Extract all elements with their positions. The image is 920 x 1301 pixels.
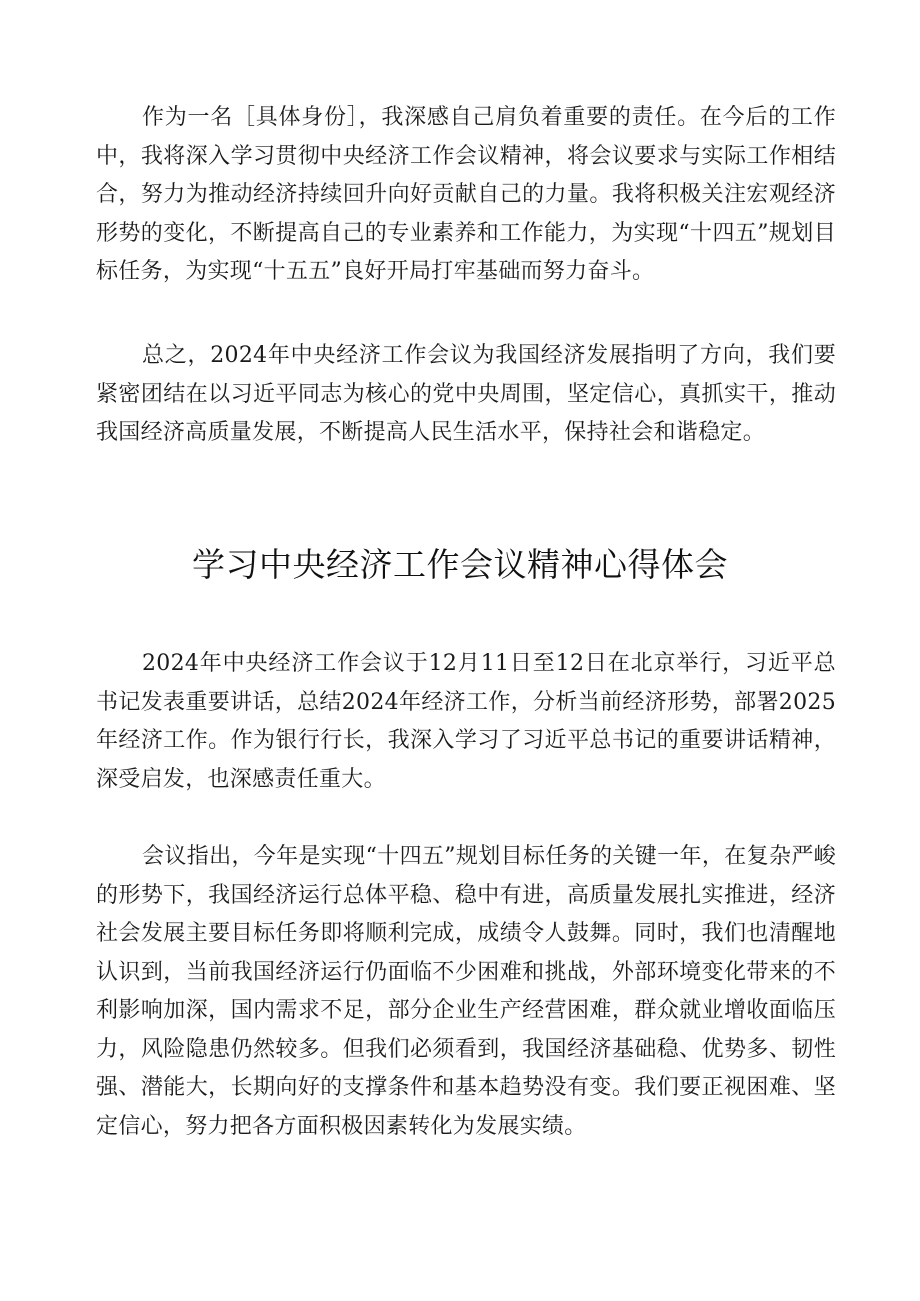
paragraph-responsibility: 作为一名［具体身份］，我深感自己肩负着重要的责任。在今后的工作中，我将深入学习贯彻中央经济工作会议精神，将会议要求与实际工作相结合，努力为推动经济持续回升向好贡献自己的力量。我将积极关注宏观经济形势的变化，不断提高自己的专业素养和工作能力，为实现“十四五”规划目标任务，为实现“十五五”良好开局打牢基础而努力奋斗。 [96, 105, 836, 284]
paragraph-conclusion: 总之，2024年中央经济工作会议为我国经济发展指明了方向，我们要紧密团结在以习近平同志为核心的党中央周围，坚定信心，真抓实干，推动我国经济高质量发展，不断提高人民生活水平，保持社会和谐稳定。 [96, 343, 836, 445]
paragraph-meeting-points: 会议指出，今年是实现“十四五”规划目标任务的关键一年，在复杂严峻的形势下，我国经济运行总体平稳、稳中有进，高质量发展扎实推进，经济社会发展主要目标任务即将顺利完成，成绩令人鼓舞。同时，我们也清醒地认识到，当前我国经济运行仍面临不少困难和挑战，外部环境变化带来的不利影响加深，国内需求不足，部分企业生产经营困难，群众就业增收面临压力，风险隐患仍然较多。但我们必须看到，我国经济基础稳、优势多、韧性强、潜能大，长期向好的支撑条件和基本趋势没有变。我们要正视困难、坚定信心，努力把各方面积极因素转化为发展实绩。 [96, 844, 836, 1139]
paragraph-meeting-intro: 2024年中央经济工作会议于12月11日至12日在北京举行，习近平总书记发表重要讲话，总结2024年经济工作，分析当前经济形势，部署2025年经济工作。作为银行行长，我深入学习了习近平总书记的重要讲话精神，深受启发，也深感责任重大。 [96, 651, 836, 792]
article-title: 学习中央经济工作会议精神心得体会 [192, 545, 728, 584]
